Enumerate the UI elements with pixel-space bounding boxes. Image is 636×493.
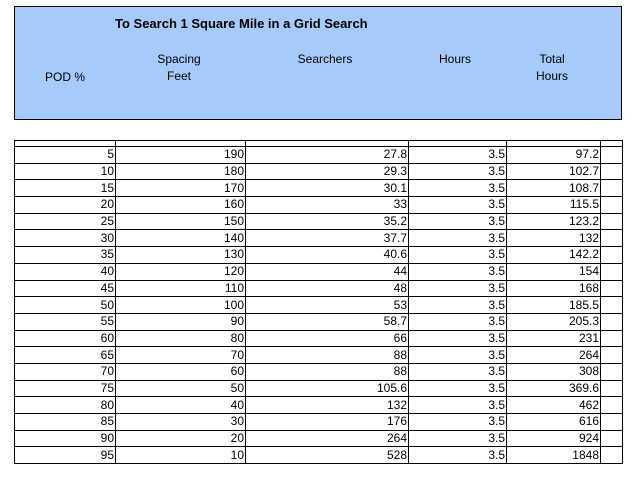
total-hours-cell: 142.2 <box>507 247 601 264</box>
spacing-cell: 150 <box>116 213 246 230</box>
spacing-cell: 60 <box>116 363 246 380</box>
total-hours-cell: 154 <box>507 263 601 280</box>
empty-cell <box>601 297 623 314</box>
empty-cell <box>601 213 623 230</box>
searchers-cell: 264 <box>246 430 409 447</box>
spacing-cell: 10 <box>116 447 246 464</box>
empty-cell <box>601 247 623 264</box>
pod-cell: 60 <box>15 330 116 347</box>
empty-cell <box>601 280 623 297</box>
pod-cell: 45 <box>15 280 116 297</box>
hours-cell: 3.5 <box>409 163 507 180</box>
table-row <box>15 447 623 464</box>
total-hours-cell: 924 <box>507 430 601 447</box>
pod-cell: 30 <box>15 230 116 247</box>
spacing-cell: 90 <box>116 313 246 330</box>
total-hours-cell: 308 <box>507 363 601 380</box>
empty-cell <box>601 180 623 197</box>
empty-cell <box>601 263 623 280</box>
hours-cell: 3.5 <box>409 430 507 447</box>
hours-cell: 3.5 <box>409 197 507 214</box>
empty-cell <box>601 363 623 380</box>
searchers-cell: 53 <box>246 297 409 314</box>
hours-cell: 3.5 <box>409 414 507 431</box>
searchers-cell: 29.3 <box>246 163 409 180</box>
total-hours-cell: 108.7 <box>507 180 601 197</box>
column-header-searchers <box>285 51 365 68</box>
spacing-cell: 120 <box>116 263 246 280</box>
table-row <box>15 247 623 264</box>
searchers-cell: 105.6 <box>246 380 409 397</box>
spacing-cell: 70 <box>116 347 246 364</box>
empty-cell <box>601 430 623 447</box>
pod-cell: 75 <box>15 380 116 397</box>
searchers-cell: 37.7 <box>246 230 409 247</box>
column-header-spacing-line1: Spacing <box>157 52 201 66</box>
table-row <box>15 363 623 380</box>
empty-cell <box>601 163 623 180</box>
searchers-cell: 176 <box>246 414 409 431</box>
table-row <box>15 347 623 364</box>
searchers-cell: 132 <box>246 397 409 414</box>
pod-cell: 5 <box>15 147 116 164</box>
table-row <box>15 213 623 230</box>
table-row <box>15 147 623 164</box>
total-hours-cell: 264 <box>507 347 601 364</box>
empty-cell <box>601 230 623 247</box>
pod-cell: 40 <box>15 263 116 280</box>
pod-cell: 65 <box>15 347 116 364</box>
spacing-cell: 110 <box>116 280 246 297</box>
spacing-cell: 50 <box>116 380 246 397</box>
spacing-cell: 160 <box>116 197 246 214</box>
spacing-cell: 170 <box>116 180 246 197</box>
column-header-searchers-label: Searchers <box>297 52 353 66</box>
searchers-cell: 30.1 <box>246 180 409 197</box>
column-header-hours-label: Hours <box>438 52 471 66</box>
hours-cell: 3.5 <box>409 313 507 330</box>
spacing-cell: 40 <box>116 397 246 414</box>
column-header-pod <box>35 69 95 86</box>
hours-cell: 3.5 <box>409 330 507 347</box>
table-row <box>15 430 623 447</box>
table-row <box>15 180 623 197</box>
table-row <box>15 380 623 397</box>
spacing-cell: 20 <box>116 430 246 447</box>
table-row <box>15 297 623 314</box>
total-hours-cell: 168 <box>507 280 601 297</box>
total-hours-cell: 115.5 <box>507 197 601 214</box>
grid-table-body <box>15 141 623 464</box>
total-hours-cell: 97.2 <box>507 147 601 164</box>
column-header-total-line1: Total <box>539 52 565 66</box>
grid-search-table <box>14 140 623 464</box>
searchers-cell: 40.6 <box>246 247 409 264</box>
total-hours-cell: 462 <box>507 397 601 414</box>
table-title: To Search 1 Square Mile in a Grid Search <box>115 16 368 31</box>
hours-cell: 3.5 <box>409 213 507 230</box>
hours-cell: 3.5 <box>409 230 507 247</box>
pod-cell: 10 <box>15 163 116 180</box>
column-header-spacing <box>149 51 209 85</box>
hours-cell: 3.5 <box>409 397 507 414</box>
total-hours-cell: 616 <box>507 414 601 431</box>
empty-cell <box>601 414 623 431</box>
spacing-cell: 80 <box>116 330 246 347</box>
total-hours-cell: 123.2 <box>507 213 601 230</box>
table-row <box>15 313 623 330</box>
pod-cell: 85 <box>15 414 116 431</box>
hours-cell: 3.5 <box>409 347 507 364</box>
pod-cell: 15 <box>15 180 116 197</box>
total-hours-cell: 369.6 <box>507 380 601 397</box>
spacing-cell: 30 <box>116 414 246 431</box>
total-hours-cell: 185.5 <box>507 297 601 314</box>
total-hours-cell: 1848 <box>507 447 601 464</box>
pod-cell: 70 <box>15 363 116 380</box>
table-header-panel <box>14 6 622 120</box>
spacing-cell: 180 <box>116 163 246 180</box>
searchers-cell: 58.7 <box>246 313 409 330</box>
table-row <box>15 197 623 214</box>
spacing-cell: 100 <box>116 297 246 314</box>
hours-cell: 3.5 <box>409 380 507 397</box>
empty-cell <box>601 397 623 414</box>
spacing-cell: 130 <box>116 247 246 264</box>
pod-cell: 35 <box>15 247 116 264</box>
total-hours-cell: 231 <box>507 330 601 347</box>
table-row <box>15 330 623 347</box>
searchers-cell: 33 <box>246 197 409 214</box>
table-row <box>15 163 623 180</box>
pod-cell: 50 <box>15 297 116 314</box>
empty-cell <box>601 147 623 164</box>
empty-cell <box>601 380 623 397</box>
hours-cell: 3.5 <box>409 280 507 297</box>
searchers-cell: 27.8 <box>246 147 409 164</box>
hours-cell: 3.5 <box>409 263 507 280</box>
empty-cell <box>601 447 623 464</box>
spacing-cell: 140 <box>116 230 246 247</box>
table-row <box>15 230 623 247</box>
searchers-cell: 44 <box>246 263 409 280</box>
hours-cell: 3.5 <box>409 180 507 197</box>
searchers-cell: 88 <box>246 347 409 364</box>
searchers-cell: 48 <box>246 280 409 297</box>
hours-cell: 3.5 <box>409 363 507 380</box>
total-hours-cell: 102.7 <box>507 163 601 180</box>
column-header-hours <box>425 51 485 68</box>
pod-cell: 90 <box>15 430 116 447</box>
hours-cell: 3.5 <box>409 147 507 164</box>
hours-cell: 3.5 <box>409 247 507 264</box>
total-hours-cell: 132 <box>507 230 601 247</box>
searchers-cell: 528 <box>246 447 409 464</box>
table-row <box>15 397 623 414</box>
pod-cell: 55 <box>15 313 116 330</box>
empty-cell <box>601 313 623 330</box>
column-header-pod-label: POD % <box>44 70 85 84</box>
empty-cell <box>601 330 623 347</box>
pod-cell: 20 <box>15 197 116 214</box>
hours-cell: 3.5 <box>409 297 507 314</box>
table-row <box>15 280 623 297</box>
pod-cell: 95 <box>15 447 116 464</box>
hours-cell: 3.5 <box>409 447 507 464</box>
spacing-cell: 190 <box>116 147 246 164</box>
table-row <box>15 263 623 280</box>
empty-cell <box>601 197 623 214</box>
column-header-total-line2: Hours <box>535 69 568 83</box>
searchers-cell: 66 <box>246 330 409 347</box>
searchers-cell: 35.2 <box>246 213 409 230</box>
searchers-cell: 88 <box>246 363 409 380</box>
total-hours-cell: 205.3 <box>507 313 601 330</box>
column-header-total-hours <box>522 51 582 85</box>
pod-cell: 25 <box>15 213 116 230</box>
table-row <box>15 414 623 431</box>
empty-cell <box>601 347 623 364</box>
column-header-spacing-line2: Feet <box>166 69 191 83</box>
pod-cell: 80 <box>15 397 116 414</box>
